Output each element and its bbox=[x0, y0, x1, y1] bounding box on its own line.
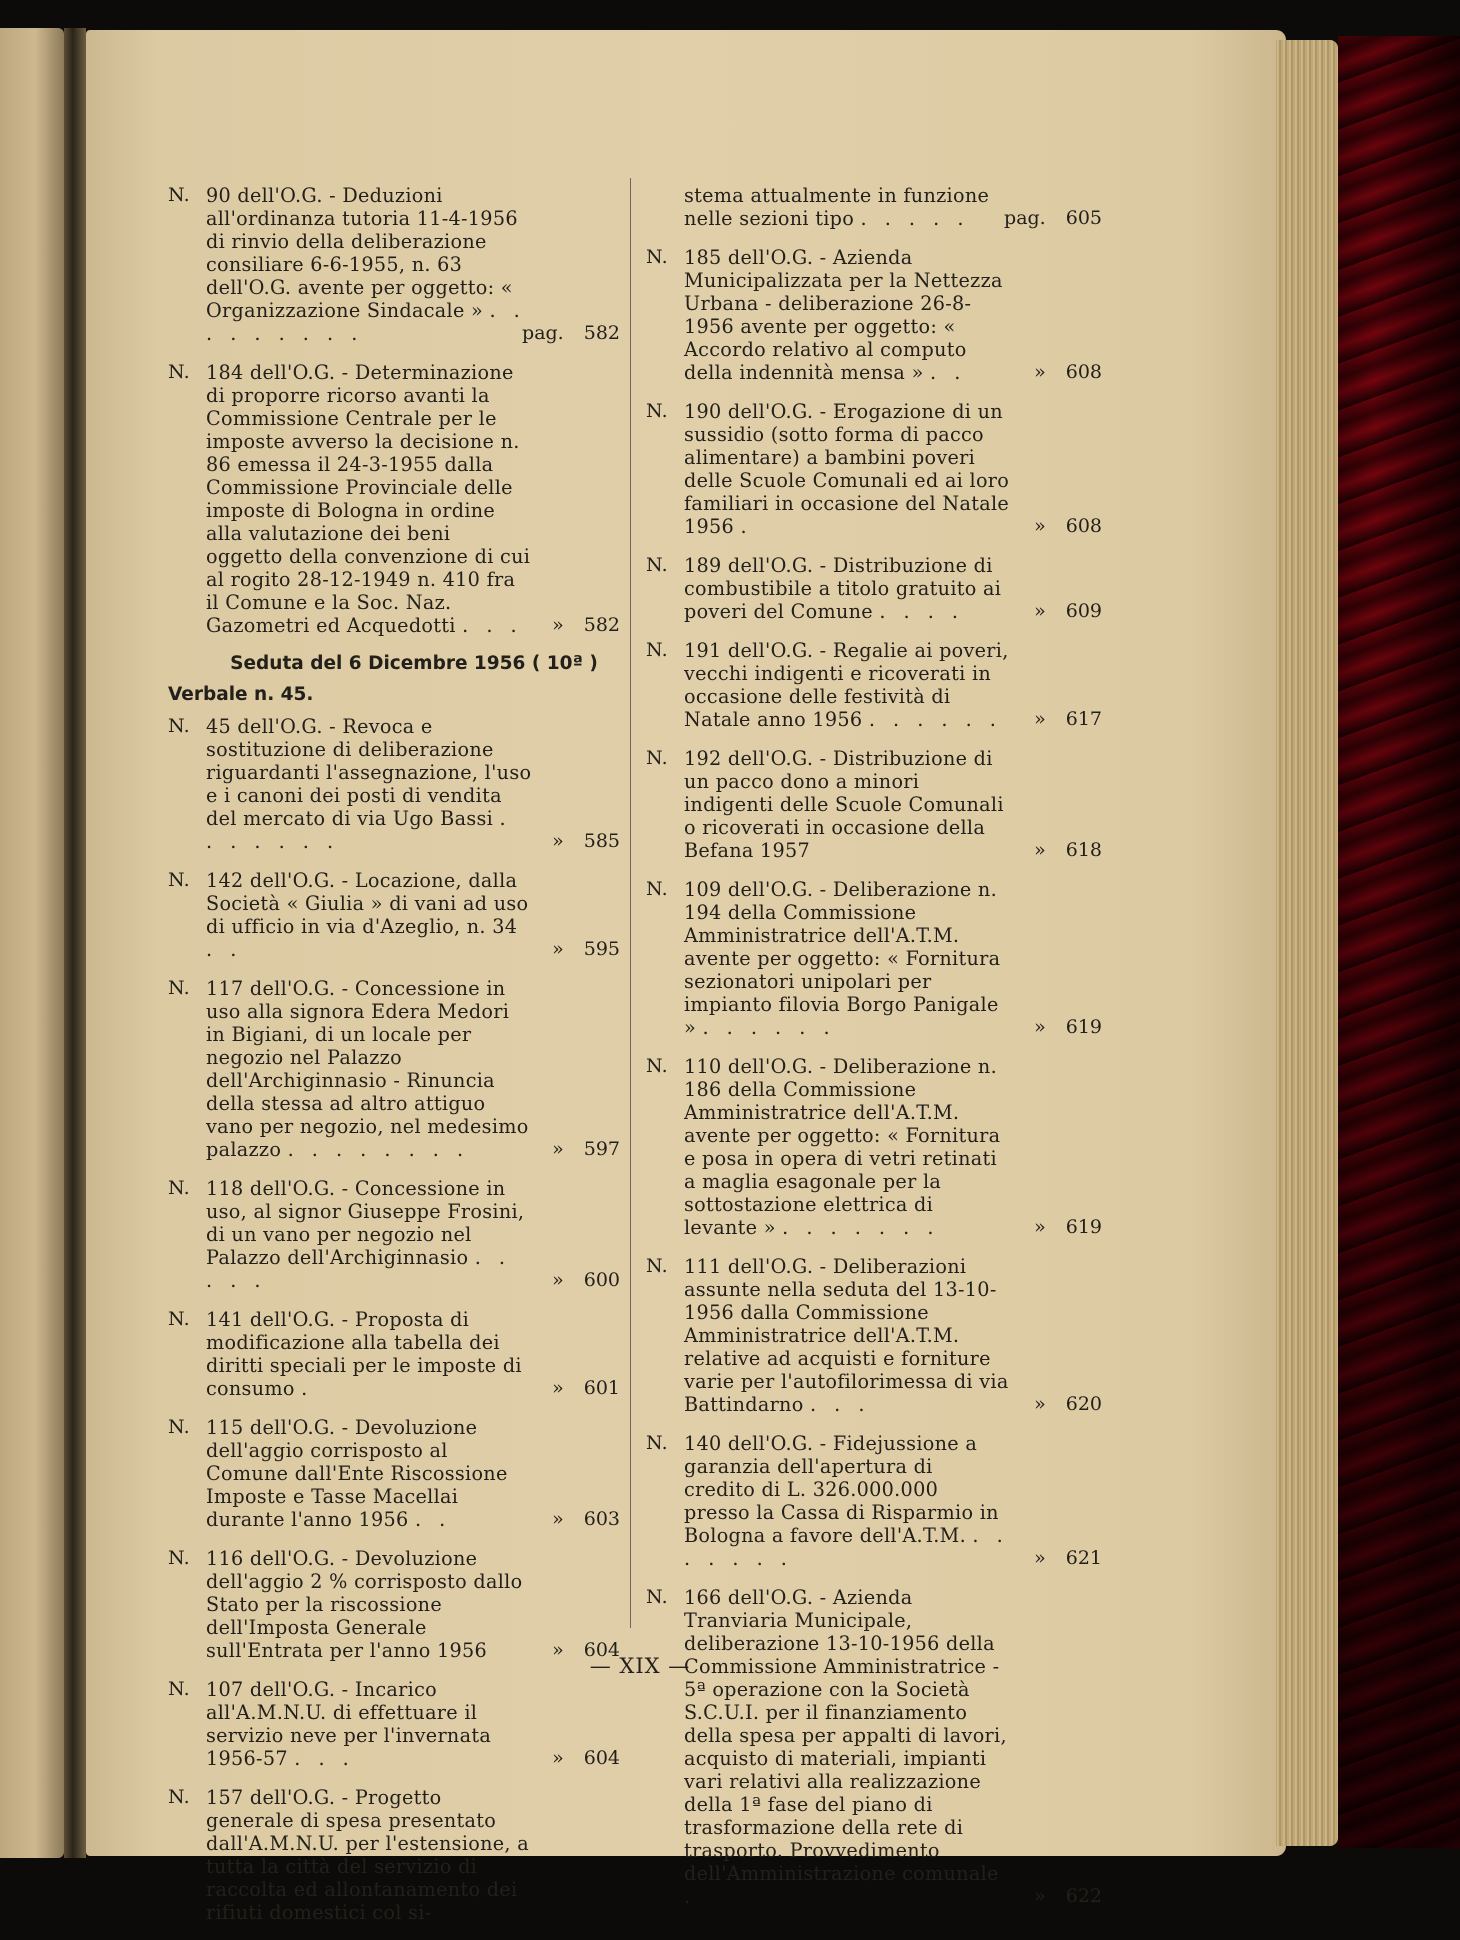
entry-page-ref bbox=[552, 938, 620, 961]
page-mark: » bbox=[552, 1138, 564, 1160]
entry-page-ref bbox=[1034, 708, 1102, 731]
page-mark: pag. bbox=[522, 322, 564, 344]
entry-page-ref bbox=[522, 322, 620, 345]
entry-text bbox=[206, 1678, 532, 1770]
entry-page-ref bbox=[552, 1138, 620, 1161]
entry-page-ref bbox=[552, 1508, 620, 1531]
page-mark: » bbox=[1034, 1393, 1046, 1415]
entry-text bbox=[684, 639, 1010, 731]
page-number: 582 bbox=[583, 614, 620, 636]
entry-number-prefix: N. bbox=[168, 1786, 190, 1808]
index-entry bbox=[646, 747, 1102, 862]
leader-dots: . . . . . . . . bbox=[287, 1138, 470, 1161]
page-number: 608 bbox=[1065, 515, 1102, 537]
page-mark: » bbox=[1034, 1016, 1046, 1038]
entry-description: 185 dell'O.G. - Azienda Municipalizzata per la Nettezza Urbana - deliberazione 26-8-1956 avente per oggetto: « Accordo relativo al computo della indennità mensa » bbox=[684, 246, 1003, 384]
entry-description: 141 dell'O.G. - Proposta di modificazione alla tabella dei diritti speciali per le imposte di consumo bbox=[206, 1308, 522, 1400]
entry-text bbox=[206, 977, 532, 1161]
index-entry bbox=[168, 1308, 620, 1400]
entry-number-prefix: N. bbox=[168, 1678, 190, 1700]
verbale-heading: Verbale n. 45. bbox=[168, 684, 314, 705]
entry-page-ref bbox=[552, 1377, 620, 1400]
leader-dots: . bbox=[740, 515, 753, 538]
entry-description: 116 dell'O.G. - Devoluzione dell'aggio 2 % corrisposto dallo Stato per la riscossione dell'Imposta Generale sull'Entrata per l'anno 1956 bbox=[206, 1547, 523, 1662]
page-mark: » bbox=[1034, 1216, 1046, 1238]
leader-dots: . bbox=[684, 1885, 697, 1908]
entry-number-prefix: N. bbox=[168, 1416, 190, 1438]
entry-page-ref bbox=[1034, 1216, 1102, 1239]
entry-page-ref bbox=[552, 1747, 620, 1770]
entry-number-prefix: N. bbox=[646, 747, 668, 769]
leader-dots: . . . . . bbox=[206, 1246, 512, 1292]
entry-number-prefix: N. bbox=[168, 869, 190, 891]
entry-number-prefix: N. bbox=[646, 1055, 668, 1077]
entry-text bbox=[206, 869, 532, 961]
page-mark: » bbox=[1034, 361, 1046, 383]
entry-description: 111 dell'O.G. - Deliberazioni assunte nella seduta del 13-10-1956 dalla Commissione Amministratrice dell'A.T.M. relative ad acquisti e forniture varie per l'autofilorimessa di via Battindarno bbox=[684, 1255, 1009, 1416]
page-number: 601 bbox=[583, 1377, 620, 1399]
entry-number-prefix: N. bbox=[168, 184, 190, 206]
entry-text bbox=[206, 361, 532, 637]
index-entry bbox=[168, 184, 620, 345]
leader-dots: . . . . . bbox=[860, 207, 970, 230]
page-mark: » bbox=[1034, 1885, 1046, 1907]
entry-description: 142 dell'O.G. - Locazione, dalla Società « Giulia » di vani ad uso di ufficio in via d'Azeglio, n. 34 bbox=[206, 869, 529, 938]
index-entry bbox=[646, 639, 1102, 731]
page-number: 604 bbox=[583, 1639, 620, 1661]
entry-text bbox=[684, 747, 1010, 862]
index-entry bbox=[168, 1547, 620, 1662]
entry-description: 110 dell'O.G. - Deliberazione n. 186 della Commissione Amministratrice dell'A.T.M. avente per oggetto: « Fornitura e posa in opera di vetri retinati a maglia esagonale per la sottostazione elettrica di levante » bbox=[684, 1055, 1001, 1239]
index-entry bbox=[646, 246, 1102, 384]
entry-number-prefix: N. bbox=[646, 639, 668, 661]
index-entry bbox=[646, 1055, 1102, 1239]
entry-number-prefix: N. bbox=[646, 400, 668, 422]
index-entry bbox=[168, 1786, 620, 1924]
entry-description: 189 dell'O.G. - Distribuzione di combustibile a titolo gratuito ai poveri del Comune bbox=[684, 554, 1002, 623]
entry-page-ref bbox=[1034, 1016, 1102, 1039]
page-folio: — XIX — bbox=[589, 1654, 691, 1678]
index-entry bbox=[168, 715, 620, 853]
page-mark: » bbox=[552, 1377, 564, 1399]
entry-page-ref bbox=[552, 1269, 620, 1292]
entry-number-prefix: N. bbox=[168, 361, 190, 383]
page-mark: » bbox=[552, 830, 564, 852]
leader-dots: . bbox=[301, 1377, 314, 1400]
entry-page-ref bbox=[1034, 1885, 1102, 1908]
entry-description: 184 dell'O.G. - Determinazione di proporre ricorso avanti la Commissione Centrale per le imposte avverso la decisione n. 86 emessa il 24-3-1955 dalla Commissione Provinciale delle imposte di Bologna in ordine alla valutazione dei beni oggetto della convenzione di cui al rogito 28-12-1949 n. 410 fra il Comune e la Soc. Naz. Gazometri ed Acquedotti bbox=[206, 361, 531, 637]
entry-number-prefix: N. bbox=[646, 1586, 668, 1608]
entry-description: 157 dell'O.G. - Progetto generale di spesa presentato dall'A.M.N.U. per l'estensione, a tutta la città del servizio di raccolta ed allontanamento dei rifiuti domestici col si- bbox=[206, 1786, 529, 1924]
index-entry bbox=[646, 1432, 1102, 1570]
book-gutter bbox=[64, 28, 86, 1858]
entry-description: 190 dell'O.G. - Erogazione di un sussidio (sotto forma di pacco alimentare) a bambini poveri delle Scuole Comunali ed ai loro familiari in occasione del Natale 1956 bbox=[684, 400, 1010, 538]
index-entry bbox=[646, 184, 1102, 230]
entry-text bbox=[206, 1177, 532, 1292]
entry-page-ref bbox=[552, 614, 620, 637]
entry-description: 166 dell'O.G. - Azienda Tranviaria Municipale, deliberazione 13-10-1956 della Commissione Amministratrice - 5ª operazione con la Società S.C.U.I. per il finanziamento della spesa per appalti di lavori, acquisto di materiali, impianti vari relativi alla realizzazione della 1ª fase del piano di trasformazione della rete di trasporto. Provvedimento dell'Amministrazione comunale bbox=[684, 1586, 1007, 1885]
entry-text bbox=[206, 715, 532, 853]
entry-number-prefix: N. bbox=[646, 878, 668, 900]
index-entry bbox=[646, 878, 1102, 1039]
column-divider bbox=[630, 178, 631, 1628]
entry-text bbox=[684, 184, 1010, 230]
entry-number-prefix: N. bbox=[168, 1547, 190, 1569]
leader-dots: . . bbox=[930, 361, 967, 384]
entry-text bbox=[206, 1308, 532, 1400]
entry-text bbox=[206, 184, 532, 345]
entry-text bbox=[684, 400, 1010, 538]
entry-page-ref bbox=[1034, 1547, 1102, 1570]
page-mark: pag. bbox=[1004, 207, 1046, 229]
leader-dots: . . . . . . . bbox=[684, 1524, 1009, 1570]
entry-description: 192 dell'O.G. - Distribuzione di un pacco dono a minori indigenti delle Scuole Comunali o ricoverati in occasione della Befana 1957 bbox=[684, 747, 1004, 862]
page-number: 619 bbox=[1065, 1216, 1102, 1238]
entry-number-prefix: N. bbox=[168, 715, 190, 737]
entry-description: 107 dell'O.G. - Incarico all'A.M.N.U. di effettuare il servizio neve per l'invernata 1956-57 bbox=[206, 1678, 492, 1770]
page-number: 622 bbox=[1065, 1885, 1102, 1907]
index-entry bbox=[168, 1678, 620, 1770]
page-number: 619 bbox=[1065, 1016, 1102, 1038]
entry-description: 90 dell'O.G. - Deduzioni all'ordinanza tutoria 11-4-1956 di rinvio della deliberazione consiliare 6-6-1955, n. 63 dell'O.G. avente per oggetto: « Organizzazione Sindacale » bbox=[206, 184, 518, 322]
page-number: 603 bbox=[583, 1508, 620, 1530]
entry-page-ref bbox=[1034, 600, 1102, 623]
entry-text bbox=[684, 1432, 1010, 1570]
leader-dots: . . bbox=[414, 1508, 452, 1531]
entry-number-prefix: N. bbox=[168, 977, 190, 999]
leader-dots: . . . . . . . . . bbox=[206, 299, 526, 345]
entry-number-prefix: N. bbox=[646, 246, 668, 268]
leader-dots: . . . bbox=[294, 1747, 355, 1770]
page-block-edges bbox=[1276, 40, 1338, 1846]
page-mark: » bbox=[552, 938, 564, 960]
entry-text bbox=[684, 1255, 1010, 1416]
index-column-left bbox=[168, 184, 620, 1940]
page-number: 621 bbox=[1065, 1547, 1102, 1569]
page-number: 595 bbox=[583, 938, 620, 960]
page-mark: » bbox=[552, 1269, 564, 1291]
entry-number-prefix: N. bbox=[646, 1255, 668, 1277]
page-mark: » bbox=[1034, 600, 1046, 622]
entry-number-prefix: N. bbox=[646, 554, 668, 576]
page-number: 609 bbox=[1065, 600, 1102, 622]
leader-dots: . . bbox=[206, 938, 243, 961]
page-number: 617 bbox=[1065, 708, 1102, 730]
entry-text bbox=[684, 1055, 1010, 1239]
entry-number-prefix: N. bbox=[168, 1308, 190, 1330]
leader-dots: . . . . . . . bbox=[782, 1216, 940, 1239]
index-entry bbox=[646, 1586, 1102, 1908]
page-mark: » bbox=[552, 1747, 564, 1769]
entry-text bbox=[684, 878, 1010, 1039]
leader-dots: . . . bbox=[809, 1393, 871, 1416]
entry-page-ref bbox=[1034, 1393, 1102, 1416]
index-entry bbox=[646, 554, 1102, 623]
page-number: 582 bbox=[583, 322, 620, 344]
page-number: 600 bbox=[583, 1269, 620, 1291]
page-mark: » bbox=[552, 1508, 564, 1530]
entry-page-ref bbox=[1004, 207, 1102, 230]
entry-text bbox=[206, 1786, 532, 1924]
entry-description: 115 dell'O.G. - Devoluzione dell'aggio corrisposto al Comune dall'Ente Riscossione Imposte e Tasse Macellai durante l'anno 1956 bbox=[206, 1416, 508, 1531]
index-entry bbox=[168, 1177, 620, 1292]
session-title: Seduta del 6 Dicembre 1956 ( 10ª ) bbox=[230, 653, 598, 674]
entry-text bbox=[684, 554, 1010, 623]
leader-dots: . . . bbox=[462, 614, 523, 637]
index-entry bbox=[168, 869, 620, 961]
index-entry bbox=[646, 400, 1102, 538]
entry-page-ref bbox=[1034, 515, 1102, 538]
page-number: 620 bbox=[1065, 1393, 1102, 1415]
page-number: 585 bbox=[583, 830, 620, 852]
entry-page-ref bbox=[1034, 361, 1102, 384]
entry-number-prefix: N. bbox=[646, 1432, 668, 1454]
page-mark: » bbox=[1034, 515, 1046, 537]
index-entry bbox=[168, 1416, 620, 1531]
entry-text bbox=[206, 1547, 532, 1662]
entry-description: 191 dell'O.G. - Regalie ai poveri, vecchi indigenti e ricoverati in occasione delle festività di Natale anno 1956 bbox=[684, 639, 1009, 731]
page-number: 605 bbox=[1065, 207, 1102, 229]
entry-description: 118 dell'O.G. - Concessione in uso, al signor Giuseppe Frosini, di un vano per negozio nel Palazzo dell'Archiginnasio bbox=[206, 1177, 525, 1269]
entry-page-ref bbox=[1034, 839, 1102, 862]
page-mark: » bbox=[1034, 1547, 1046, 1569]
entry-number-prefix: N. bbox=[168, 1177, 190, 1199]
leader-dots: . . . . bbox=[879, 600, 965, 623]
page-number: 618 bbox=[1065, 839, 1102, 861]
page-mark: » bbox=[1034, 708, 1046, 730]
index-entry bbox=[168, 361, 620, 637]
leader-dots: . . . . . . bbox=[702, 1016, 836, 1039]
page-mark: » bbox=[552, 1639, 564, 1661]
facing-page-edge bbox=[0, 28, 64, 1858]
page-mark: » bbox=[552, 614, 564, 636]
leader-dots: . . . . . . bbox=[868, 708, 1002, 731]
entry-text bbox=[206, 1416, 532, 1531]
page-number: 597 bbox=[583, 1138, 620, 1160]
entry-text bbox=[684, 246, 1010, 384]
index-entry bbox=[168, 977, 620, 1161]
page-number: 604 bbox=[583, 1747, 620, 1769]
marbled-cover bbox=[1338, 36, 1460, 1848]
entry-text bbox=[684, 1586, 1010, 1908]
leader-dots: . . . . . . . bbox=[206, 807, 512, 853]
page-mark: » bbox=[1034, 839, 1046, 861]
entry-description: 140 dell'O.G. - Fidejussione a garanzia dell'apertura di credito di L. 326.000.000 presso la Cassa di Risparmio in Bologna a favore dell'A.T.M. bbox=[684, 1432, 999, 1547]
entry-description: 117 dell'O.G. - Concessione in uso alla signora Edera Medori in Bigiani, di un locale per negozio nel Palazzo dell'Archiginnasio - Rinuncia della stessa ad altro attiguo vano per negozio, nel medesimo palazzo bbox=[206, 977, 529, 1161]
index-entry bbox=[646, 1255, 1102, 1416]
page-number: 608 bbox=[1065, 361, 1102, 383]
entry-description: 109 dell'O.G. - Deliberazione n. 194 della Commissione Amministratrice dell'A.T.M. avente per oggetto: « Fornitura sezionatori unipolari per impianto filovia Borgo Panigale » bbox=[684, 878, 1001, 1039]
entry-page-ref bbox=[552, 830, 620, 853]
entry-description: stema attualmente in funzione nelle sezioni tipo bbox=[684, 184, 990, 230]
entry-description: 45 dell'O.G. - Revoca e sostituzione di deliberazione riguardanti l'assegnazione, l'uso e i canoni dei posti di vendita del mercato di via Ugo Bassi bbox=[206, 715, 532, 830]
